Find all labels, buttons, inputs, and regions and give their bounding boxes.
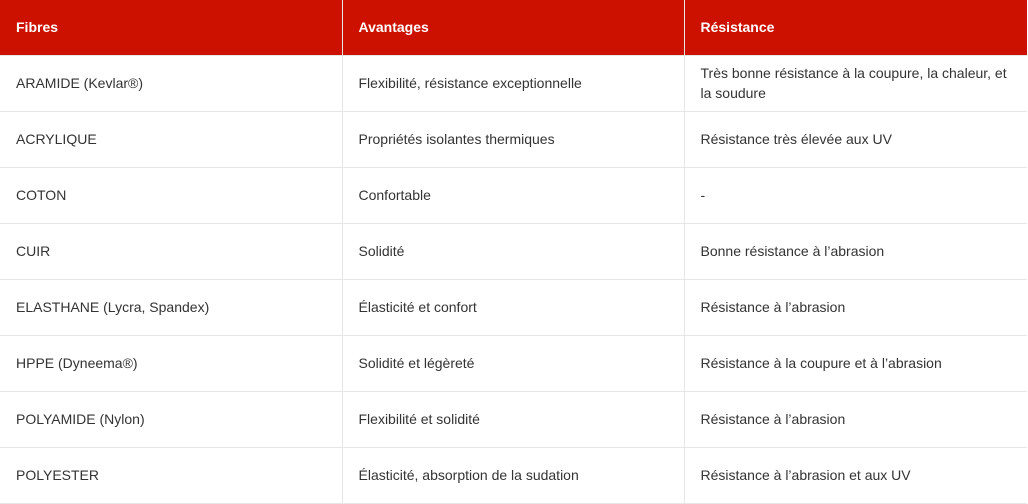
header-resistance: Résistance — [684, 0, 1027, 55]
table-row — [0, 335, 1027, 391]
cell-resistance: Résistance très élevée aux UV — [684, 111, 1027, 167]
table-row — [0, 279, 1027, 335]
cell-fibre: ARAMIDE (Kevlar®) — [0, 55, 342, 111]
cell-fibre: COTON — [0, 167, 342, 223]
cell-fibre: ELASTHANE (Lycra, Spandex) — [0, 279, 342, 335]
header-row — [0, 0, 1027, 55]
cell-avantages: Solidité et légèreté — [342, 335, 684, 391]
cell-resistance: Résistance à l’abrasion — [684, 391, 1027, 447]
cell-avantages: Flexibilité et solidité — [342, 391, 684, 447]
table-row — [0, 391, 1027, 447]
table-body — [0, 55, 1027, 503]
table-row — [0, 111, 1027, 167]
table-row — [0, 55, 1027, 111]
cell-fibre: POLYAMIDE (Nylon) — [0, 391, 342, 447]
cell-fibre: CUIR — [0, 223, 342, 279]
cell-fibre: HPPE (Dyneema®) — [0, 335, 342, 391]
cell-avantages: Solidité — [342, 223, 684, 279]
cell-resistance: - — [684, 167, 1027, 223]
table-header — [0, 0, 1027, 55]
cell-avantages: Propriétés isolantes thermiques — [342, 111, 684, 167]
cell-avantages: Flexibilité, résistance exceptionnelle — [342, 55, 684, 111]
table-row — [0, 223, 1027, 279]
cell-resistance: Bonne résistance à l’abrasion — [684, 223, 1027, 279]
cell-fibre: POLYESTER — [0, 447, 342, 503]
cell-resistance: Très bonne résistance à la coupure, la chaleur, et la soudure — [684, 55, 1027, 111]
cell-resistance: Résistance à l’abrasion — [684, 279, 1027, 335]
table-row — [0, 167, 1027, 223]
cell-fibre: ACRYLIQUE — [0, 111, 342, 167]
header-avantages: Avantages — [342, 0, 684, 55]
cell-avantages: Confortable — [342, 167, 684, 223]
table-row — [0, 447, 1027, 503]
cell-resistance: Résistance à la coupure et à l’abrasion — [684, 335, 1027, 391]
cell-resistance: Résistance à l’abrasion et aux UV — [684, 447, 1027, 503]
cell-avantages: Élasticité et confort — [342, 279, 684, 335]
cell-avantages: Élasticité, absorption de la sudation — [342, 447, 684, 503]
header-fibres: Fibres — [0, 0, 342, 55]
